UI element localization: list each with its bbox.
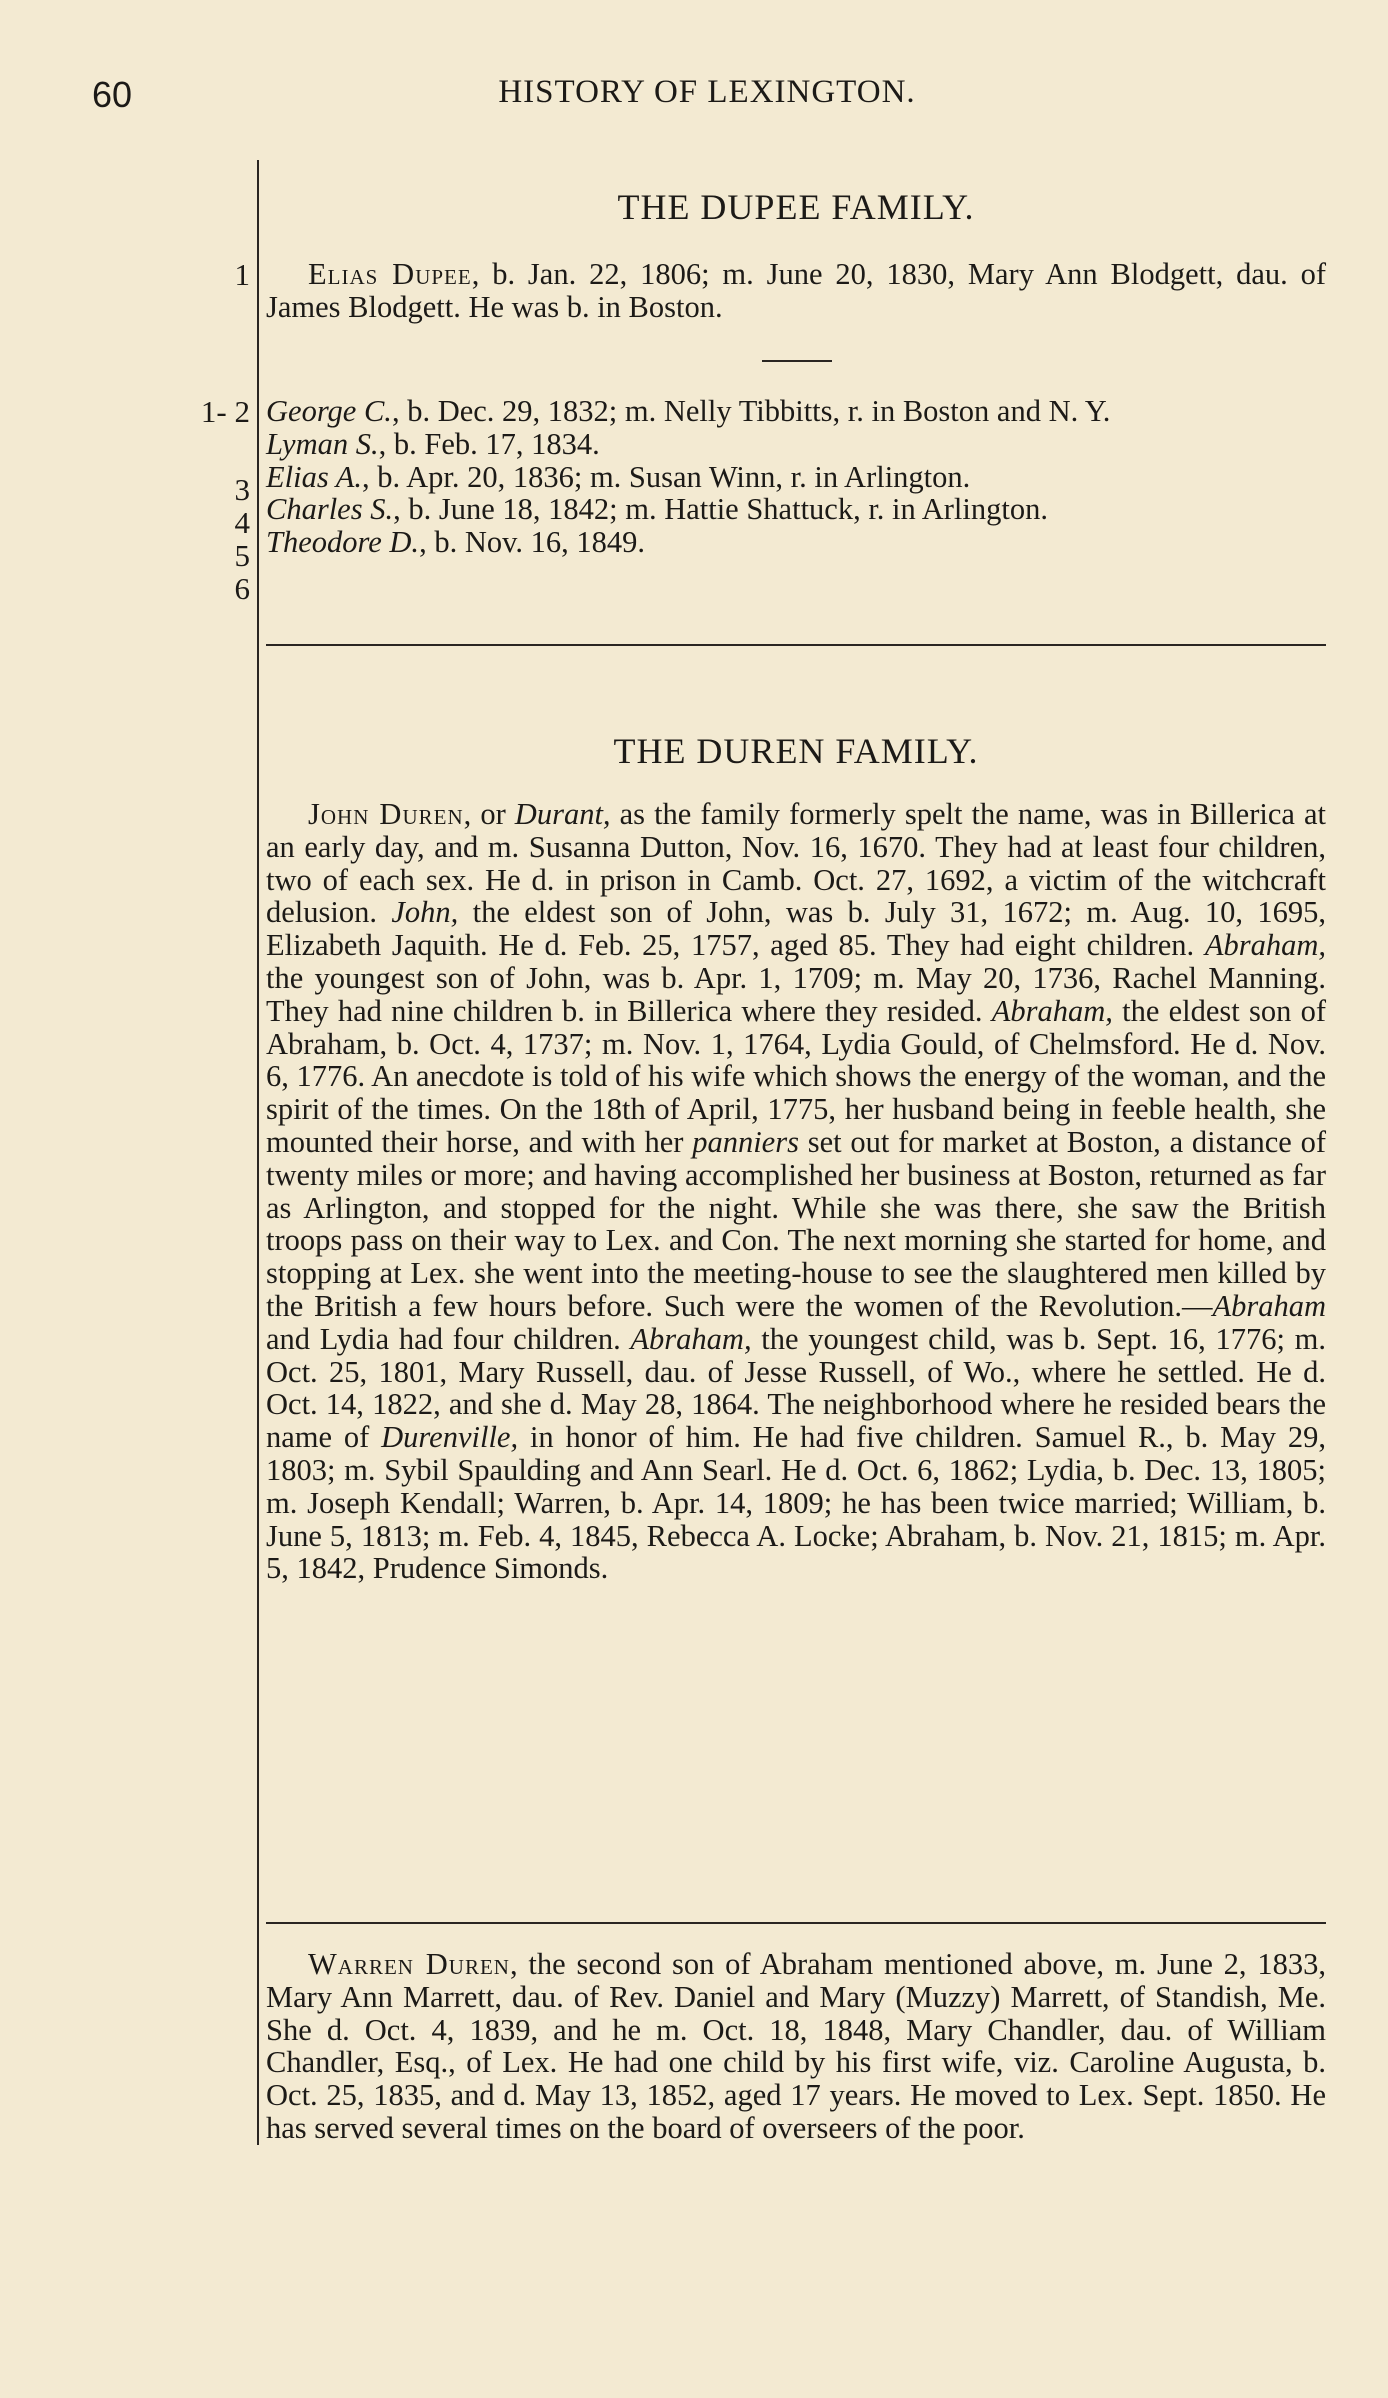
dupee-head-number: 1 <box>234 257 250 292</box>
duren-founder-name: John Duren <box>308 797 464 831</box>
dupee-child-text: , b. Feb. 17, 1834. <box>378 426 600 461</box>
italic-run: John, <box>391 895 459 930</box>
running-title: HISTORY OF LEXINGTON. <box>498 74 916 110</box>
italic-run: Abraham <box>1212 1288 1326 1323</box>
dupee-child-entry <box>266 395 1326 428</box>
dupee-child-number: 1- 2 <box>200 394 250 429</box>
dupee-head-name: Elias Dupee <box>308 257 472 291</box>
text-run: , or <box>463 797 515 831</box>
dupee-child-name: Lyman S. <box>266 426 379 461</box>
italic-run: panniers <box>692 1124 799 1159</box>
warren-duren-name: Warren Duren <box>308 1947 510 1981</box>
genealogy-vertical-rule <box>257 160 259 2145</box>
dupee-child-text: , b. Dec. 29, 1832; m. Nelly Tibbitts, r. in Boston and N. Y. <box>391 394 1111 428</box>
dupee-child-text: , b. June 18, 1842; m. Hattie Shattuck, r. in Arlington. <box>393 492 1048 527</box>
dupee-short-rule <box>762 360 832 362</box>
dupee-child-entry <box>266 461 1326 494</box>
dupee-child-text: , b. Apr. 20, 1836; m. Susan Winn, r. in Arlington. <box>362 459 971 494</box>
text-run: the eldest son of John, was b. July 31, 1672; m. Aug. 10, 1695, Elizabeth Jaquith. He d. Feb. 25, 1757, aged 85. They had eight children. <box>266 895 1326 963</box>
dupee-child-name: Theodore D. <box>266 525 420 560</box>
dupee-child-entry <box>266 428 1326 461</box>
text-run: set out for market at Boston, a distance of twenty miles or more; and having accomplished her business at Boston, returned as far as Arlington, and stopped for the night. While she was there, she saw the British troops pass on their way to Lex. and Con. The next morning she started for home, and stopping at Lex. she went into the meeting-house to see the slaughtered men killed by the British a few hours before. Such were the women of the Revolution.— <box>266 1124 1326 1323</box>
dupee-child-entry <box>266 493 1326 526</box>
dupee-child-number: 4 <box>234 505 250 540</box>
dupee-child-number: 6 <box>234 571 250 606</box>
italic-run: Abraham, <box>630 1321 752 1356</box>
italic-run: Abraham, <box>1204 928 1326 963</box>
text-run: and Lydia had four children. <box>266 1321 631 1356</box>
dupee-head-text: , b. Jan. 22, 1806; m. June 20, 1830, Mary Ann Blodgett, dau. of James Blodgett. He was b. in Boston. <box>266 257 1327 324</box>
text-run: the youngest child, was b. Sept. 16, 1776; m. Oct. 25, 1801, Mary Russell, dau. of Jesse Russell, of Wo., where he settled. He d. Oct. 14, 1822, and she d. May 28, 1864. The neighborhood where he resided bears the name of <box>266 1321 1327 1455</box>
duren-family-heading: THE DUREN FAMILY. <box>613 731 979 771</box>
dupee-child-name: George C. <box>266 394 392 428</box>
duren-paragraph-1 <box>266 798 1326 1585</box>
text-run: the eldest son of Abraham, b. Oct. 4, 1737; m. Nov. 1, 1764, Lydia Gould, of Chelmsford. He d. Nov. 6, 1776. An anecdote is told of his wife which shows the energy of the woman, and the spirit of the times. On the 18th of April, 1775, her husband being in feeble health, she mounted their horse, and with her <box>266 993 1326 1159</box>
section-divider-rule <box>266 644 1326 646</box>
paragraph-divider-rule <box>266 1922 1326 1924</box>
page-number: 60 <box>92 74 133 115</box>
italic-run: Abraham, <box>991 993 1113 1028</box>
italic-run: Durenville, <box>381 1420 519 1455</box>
dupee-child-name: Elias A. <box>266 459 363 494</box>
dupee-child-text: , b. Nov. 16, 1849. <box>419 525 645 560</box>
text-run: the youngest son of John, was b. Apr. 1, 1709; m. May 20, 1736, Rachel Manning. They had nine children b. in Billerica where they resided. <box>266 960 1326 1028</box>
dupee-child-number: 5 <box>234 538 250 573</box>
duren-paragraph-2 <box>266 1948 1326 2145</box>
text-run: in honor of him. He had five children. Samuel R., b. May 29, 1803; m. Sybil Spaulding and Ann Searl. He d. Oct. 6, 1862; Lydia, b. Dec. 13, 1805; m. Joseph Kendall; Warren, b. Apr. 14, 1809; he has been twice married; William, b. June 5, 1813; m. Feb. 4, 1845, Rebecca A. Locke; Abraham, b. Nov. 21, 1815; m. Apr. 5, 1842, Prudence Simonds. <box>266 1420 1326 1586</box>
dupee-head-entry <box>266 258 1326 324</box>
dupee-child-number: 3 <box>234 472 250 507</box>
dupee-family-heading: THE DUPEE FAMILY. <box>617 187 975 227</box>
dupee-child-name: Charles S. <box>266 492 394 527</box>
running-head <box>92 74 1322 120</box>
dupee-children-list <box>266 395 1326 559</box>
italic-run: Durant, <box>514 797 611 831</box>
text-run: as the family formerly spelt the name, was in Billerica at an early day, and m. Susanna Dutton, Nov. 16, 1670. They had at least four children, two of each sex. He d. in prison in Camb. Oct. 27, 1692, a victim of the witchcraft delusion. <box>266 797 1326 930</box>
text-run: , the second son of Abraham mentioned above, m. June 2, 1833, Mary Ann Marrett, dau. of Rev. Daniel and Mary (Muzzy) Marrett, of Standish, Me. She d. Oct. 4, 1839, and he m. Oct. 18, 1848, Mary Chandler, dau. of William Chandler, Esq., of Lex. He had one child by his first wife, viz. Caroline Augusta, b. Oct. 25, 1835, and d. May 13, 1852, aged 17 years. He moved to Lex. Sept. 1850. He has served several times on the board of overseers of the poor. <box>266 1947 1326 2145</box>
dupee-child-entry <box>266 526 1326 559</box>
